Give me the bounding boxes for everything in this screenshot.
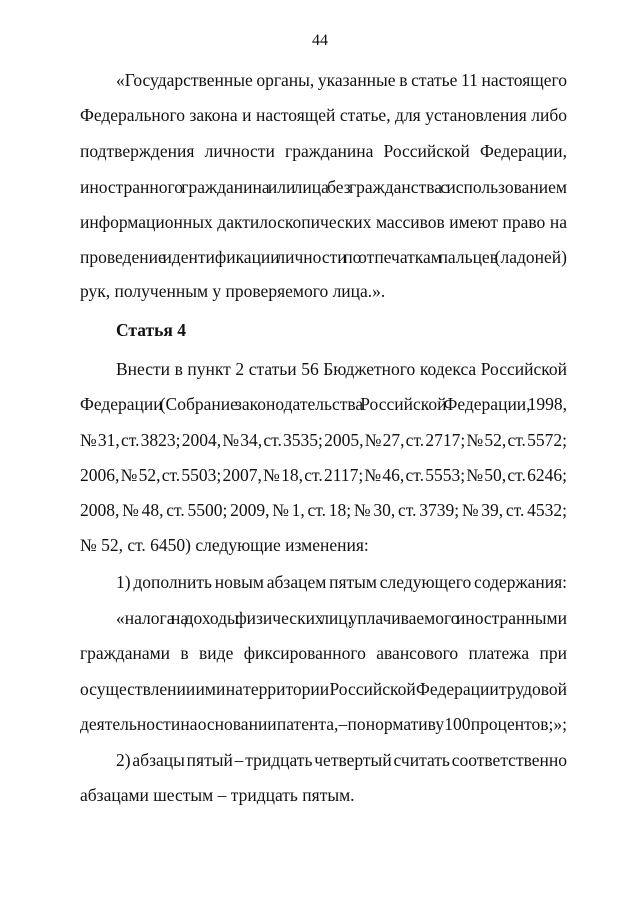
text-line	[80, 714, 567, 734]
text-line	[80, 465, 567, 485]
text-line-content: 2) абзацы пятый – тридцать четвертый считать соответственно	[116, 750, 567, 770]
text-line-content: Федерального закона и настоящей статье, для установления либо	[80, 105, 567, 125]
text-line-content: осуществлении ими на территории Российской Федерации трудовой	[80, 679, 567, 699]
text-line	[80, 643, 567, 663]
text-line	[80, 535, 567, 555]
text-line-content: гражданами в виде фиксированного авансового платежа при	[80, 643, 567, 663]
text-line-content: абзацами шестым – тридцать пятым.	[80, 785, 355, 805]
text-line	[80, 212, 567, 232]
text-line	[80, 247, 567, 267]
text-line	[116, 359, 567, 379]
text-line-content: № 31, ст. 3823; 2004, № 34, ст. 3535; 2005, № 27, ст. 2717; № 52, ст. 5572;	[80, 430, 567, 450]
text-line	[80, 141, 567, 161]
text-line-content: иностранного гражданина или лица без гражданства с использованием	[80, 177, 567, 197]
article-heading	[116, 320, 567, 340]
text-line-content: деятельности на основании патента, – по нормативу 100 процентов;»;	[80, 714, 567, 734]
text-line-content: 2008, № 48, ст. 5500; 2009, № 1, ст. 18; № 30, ст. 3739; № 39, ст. 4532;	[80, 500, 567, 520]
text-line-content: Статья 4	[116, 320, 186, 340]
text-line-content: проведение идентификации личности по отпечаткам пальцев (ладоней)	[80, 247, 567, 267]
text-line	[80, 679, 567, 699]
text-line	[80, 785, 567, 805]
text-line	[80, 105, 567, 125]
text-line-content: «Государственные органы, указанные в статье 11 настоящего	[116, 70, 567, 90]
page-number: 44	[312, 32, 328, 49]
text-line-content: Внести в пункт 2 статьи 56 Бюджетного кодекса Российской	[116, 359, 567, 379]
text-line	[116, 750, 567, 770]
text-line-content: 1) дополнить новым абзацем пятым следующего содержания:	[116, 572, 567, 592]
text-line	[80, 430, 567, 450]
text-line	[80, 500, 567, 520]
text-line	[80, 394, 567, 414]
text-line	[80, 281, 567, 301]
text-line	[116, 572, 567, 592]
text-line	[80, 177, 567, 197]
text-line-content: Федерации (Собрание законодательства Российской Федерации, 1998,	[80, 394, 567, 414]
text-line	[116, 608, 567, 628]
text-line-content: информационных дактилоскопических массивов имеют право на	[80, 212, 567, 232]
text-line-content: № 52, ст. 6450) следующие изменения:	[80, 535, 369, 555]
text-line	[116, 70, 567, 90]
text-line-content: «налога на доходы физических лиц, уплачиваемого иностранными	[116, 608, 567, 628]
text-line-content: 2006, № 52, ст. 5503; 2007, № 18, ст. 2117; № 46, ст. 5553; № 50, ст. 6246;	[80, 465, 567, 485]
text-line-content: подтверждения личности гражданина Российской Федерации,	[80, 141, 567, 161]
text-line-content: рук, полученным у проверяемого лица.».	[80, 281, 386, 301]
